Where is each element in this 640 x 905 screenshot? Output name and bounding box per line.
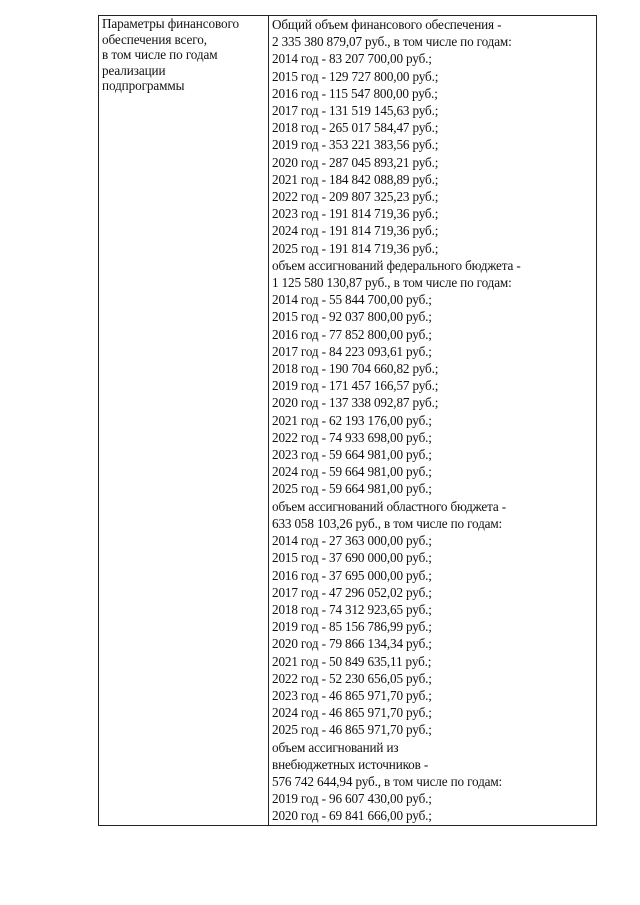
parameter-label — [102, 16, 266, 94]
finance-line: 2018 год - 190 704 660,82 руб.; — [272, 361, 439, 377]
finance-line: 2016 год - 37 695 000,00 руб.; — [272, 567, 432, 583]
finance-line: 2021 год - 50 849 635,11 руб.; — [272, 653, 432, 669]
finance-line: 633 058 103,26 руб., в том числе по годам: — [272, 515, 503, 531]
finance-line: 2016 год - 115 547 800,00 руб.; — [272, 85, 438, 101]
finance-line: 2014 год - 27 363 000,00 руб.; — [272, 533, 432, 549]
finance-line: 2025 год - 191 814 719,36 руб.; — [272, 240, 439, 256]
finance-line: 2 335 380 879,07 руб., в том числе по годам: — [272, 34, 512, 50]
finance-line: 2024 год - 59 664 981,00 руб.; — [272, 464, 432, 480]
finance-line: 2020 год - 79 866 134,34 руб.; — [272, 636, 432, 652]
finance-line: 2022 год - 74 933 698,00 руб.; — [272, 429, 432, 445]
finance-line: 2014 год - 83 207 700,00 руб.; — [272, 51, 432, 67]
finance-line: 2017 год - 84 223 093,61 руб.; — [272, 343, 432, 359]
finance-line: объем ассигнований из — [272, 739, 399, 755]
finance-line: 2023 год - 191 814 719,36 руб.; — [272, 206, 439, 222]
finance-line: 2017 год - 131 519 145,63 руб.; — [272, 103, 439, 119]
finance-line: 2025 год - 46 865 971,70 руб.; — [272, 722, 432, 738]
finance-line: 2025 год - 59 664 981,00 руб.; — [272, 481, 432, 497]
finance-line: 2022 год - 52 230 656,05 руб.; — [272, 670, 432, 686]
finance-line: 1 125 580 130,87 руб., в том числе по годам: — [272, 275, 512, 291]
finance-line: 2023 год - 59 664 981,00 руб.; — [272, 447, 432, 463]
finance-table — [98, 15, 597, 826]
finance-line: 2019 год - 85 156 786,99 руб.; — [272, 619, 432, 635]
table-row — [99, 16, 597, 826]
label-line: Параметры финансового — [102, 16, 240, 31]
finance-line: 2016 год - 77 852 800,00 руб.; — [272, 326, 432, 342]
label-line: обеспечения всего, — [102, 31, 207, 47]
finance-line: объем ассигнований областного бюджета - — [272, 498, 506, 514]
finance-line: Общий объем финансового обеспечения - — [272, 17, 502, 32]
finance-line: 2018 год - 265 017 584,47 руб.; — [272, 120, 439, 136]
finance-line: объем ассигнований федерального бюджета - — [272, 257, 521, 273]
finance-values — [272, 16, 594, 825]
finance-line: 2017 год - 47 296 052,02 руб.; — [272, 584, 432, 600]
finance-line: 2019 год - 353 221 383,56 руб.; — [272, 137, 439, 153]
label-line: реализации — [102, 62, 166, 78]
finance-line: 2023 год - 46 865 971,70 руб.; — [272, 687, 432, 703]
label-line: подпрограммы — [102, 78, 185, 94]
finance-line: 2015 год - 129 727 800,00 руб.; — [272, 68, 439, 84]
finance-line: 576 742 644,94 руб., в том числе по годам: — [272, 773, 503, 789]
finance-line: 2019 год - 96 607 430,00 руб.; — [272, 791, 432, 807]
finance-line: 2021 год - 184 842 088,89 руб.; — [272, 171, 439, 187]
finance-line: внебюджетных источников - — [272, 756, 429, 772]
finance-line: 2020 год - 137 338 092,87 руб.; — [272, 395, 439, 411]
finance-line: 2022 год - 209 807 325,23 руб.; — [272, 189, 439, 205]
finance-line: 2020 год - 69 841 666,00 руб.; — [272, 808, 432, 824]
finance-line: 2014 год - 55 844 700,00 руб.; — [272, 292, 432, 308]
finance-line: 2024 год - 46 865 971,70 руб.; — [272, 705, 432, 721]
finance-values-cell — [269, 16, 597, 826]
finance-line: 2015 год - 37 690 000,00 руб.; — [272, 550, 432, 566]
finance-line: 2021 год - 62 193 176,00 руб.; — [272, 412, 432, 428]
finance-line: 2018 год - 74 312 923,65 руб.; — [272, 601, 432, 617]
finance-line: 2020 год - 287 045 893,21 руб.; — [272, 154, 439, 170]
label-line: в том числе по годам — [102, 47, 218, 63]
finance-line: 2019 год - 171 457 166,57 руб.; — [272, 378, 439, 394]
finance-line: 2024 год - 191 814 719,36 руб.; — [272, 223, 439, 239]
parameter-label-cell — [99, 16, 269, 826]
finance-line: 2015 год - 92 037 800,00 руб.; — [272, 309, 432, 325]
